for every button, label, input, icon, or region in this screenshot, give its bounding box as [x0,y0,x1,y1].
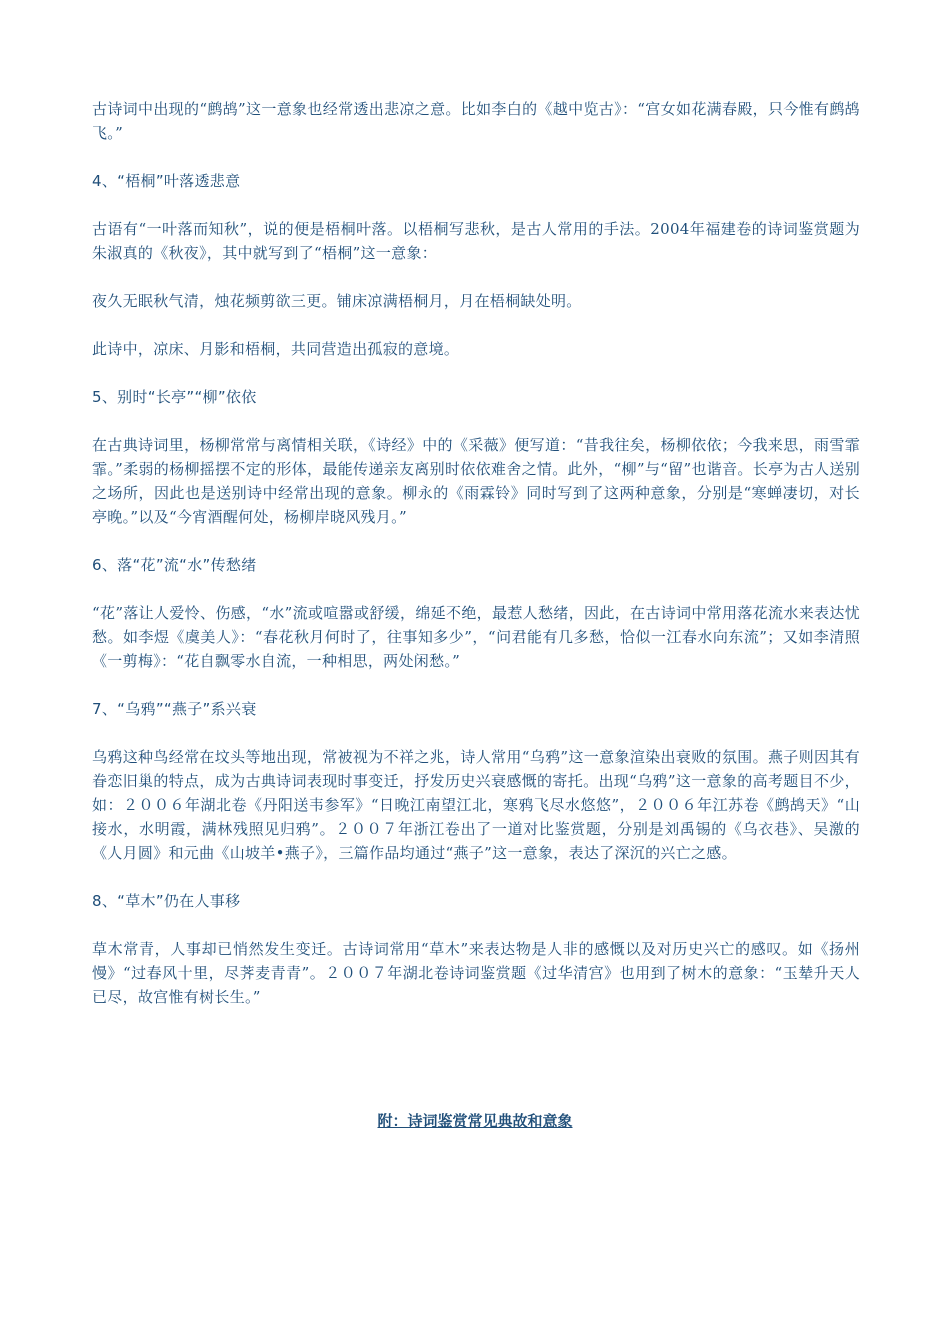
paragraph-crow-swallow: 乌鸦这种鸟经常在坟头等地出现，常被视为不祥之兆，诗人常用“乌鸦”这一意象渲染出衰败的氛围。燕子则因其有眷恋旧巢的特点，成为古典诗词表现时事变迁，抒发历史兴衰感慨的寄托。出现“乌鸦”这一意象的高考题目不少，如：２００６年湖北卷《丹阳送韦参军》“日晚江南望江北，寒鸦飞尽水悠悠”，２００６年江苏卷《鹧鸪天》“山接水，水明霞，满林残照见归鸦”。２００７年浙江卷出了一道对比鉴赏题，分别是刘禹锡的《乌衣巷》、吴激的《人月圆》和元曲《山坡羊•燕子》，三篇作品均通过“燕子”这一意象，表达了深沉的兴亡之感。 [92,748,860,862]
paragraph-wutong-intro: 古语有“一叶落而知秋”，说的便是梧桐叶落。以梧桐写悲秋，是古人常用的手法。2004年福建卷的诗词鉴赏题为朱淑真的《秋夜》，其中就写到了“梧桐”这一意象： [92,220,860,262]
paragraph-flower-water: “花”落让人爱怜、伤感，“水”流或喧嚣或舒缓，绵延不绝，最惹人愁绪，因此，在古诗词中常用落花流水来表达忧愁。如李煜《虞美人》：“春花秋月何时了，往事知多少”，“问君能有几多愁，恰似一江春水向东流”；又如李清照《一剪梅》：“花自飘零水自流，一种相思，两处闲愁。” [92,604,860,670]
section-heading-4: 4、“梧桐”叶落透悲意 [92,172,241,190]
paragraph-partridge: 古诗词中出现的“鹧鸪”这一意象也经常透出悲凉之意。比如李白的《越中览古》：“宫女如花满春殿，只今惟有鹧鸪飞。” [92,100,860,142]
poem-autumn-night: 夜久无眠秋气清，烛花频剪欲三更。铺床凉满梧桐月，月在梧桐缺处明。 [92,292,582,310]
section-heading-8: 8、“草木”仍在人事移 [92,892,241,910]
section-heading-6: 6、落“花”流“水”传愁绪 [92,556,257,574]
paragraph-wutong-summary: 此诗中，凉床、月影和梧桐，共同营造出孤寂的意境。 [92,340,460,358]
appendix-title [0,1110,950,1131]
appendix-link[interactable]: 附：诗词鉴赏常见典故和意象 [377,1112,573,1130]
document-body [92,97,860,1033]
paragraph-grass-trees: 草木常青，人事却已悄然发生变迁。古诗词常用“草木”来表达物是人非的感慨以及对历史兴亡的感叹。如《扬州慢》“过春风十里，尽荠麦青青”。２００７年湖北卷诗词鉴赏题《过华清宫》也用到了树木的意象：“玉辇升天人已尽，故宫惟有树长生。” [92,940,860,1006]
section-heading-5: 5、别时“长亭”“柳”依依 [92,388,257,406]
section-heading-7: 7、“乌鸦”“燕子”系兴衰 [92,700,257,718]
paragraph-willow: 在古典诗词里，杨柳常常与离情相关联，《诗经》中的《采薇》便写道：“昔我往矣，杨柳依依；今我来思，雨雪霏霏。”柔弱的杨柳摇摆不定的形体，最能传递亲友离别时依依难舍之情。此外，“柳”与“留”也谐音。长亭为古人送别之场所，因此也是送别诗中经常出现的意象。柳永的《雨霖铃》同时写到了这两种意象，分别是“寒蝉凄切，对长亭晚。”以及“今宵酒醒何处，杨柳岸晓风残月。” [92,436,860,526]
